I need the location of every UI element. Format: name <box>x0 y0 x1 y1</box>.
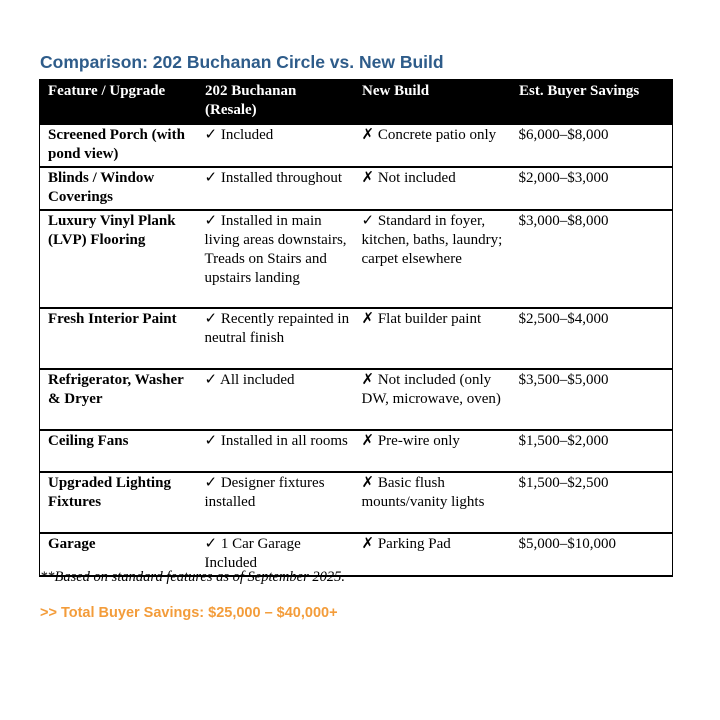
footnote: **Based on standard features as of September 2025. <box>40 569 346 585</box>
table-row <box>40 124 673 167</box>
resale-cell: ✓ Recently repainted in neutral finish <box>197 308 354 369</box>
savings-cell: $3,000–$8,000 <box>511 210 673 308</box>
header-feature: Feature / Upgrade <box>40 80 197 125</box>
new-build-cell: ✗ Flat builder paint <box>354 308 511 369</box>
table-row <box>40 167 673 210</box>
resale-cell: ✓ Installed in all rooms <box>197 430 354 472</box>
savings-cell: $6,000–$8,000 <box>511 124 673 167</box>
feature-cell: Refrigerator, Washer & Dryer <box>40 369 197 430</box>
feature-cell: Fresh Interior Paint <box>40 308 197 369</box>
new-build-cell: ✗ Pre-wire only <box>354 430 511 472</box>
feature-cell: Ceiling Fans <box>40 430 197 472</box>
new-build-cell: ✗ Not included (only DW, microwave, oven) <box>354 369 511 430</box>
resale-cell: ✓ Installed in main living areas downstairs, Treads on Stairs and upstairs landing <box>197 210 354 308</box>
table-row <box>40 430 673 472</box>
feature-cell: Screened Porch (with pond view) <box>40 124 197 167</box>
table-row <box>40 308 673 369</box>
feature-cell: Blinds / Window Coverings <box>40 167 197 210</box>
savings-cell: $2,000–$3,000 <box>511 167 673 210</box>
resale-cell: ✓ All included <box>197 369 354 430</box>
header-resale: 202 Buchanan (Resale) <box>197 80 354 125</box>
table-row <box>40 369 673 430</box>
comparison-table <box>39 79 673 577</box>
header-savings: Est. Buyer Savings <box>511 80 673 125</box>
savings-cell: $3,500–$5,000 <box>511 369 673 430</box>
table-header-row <box>40 80 673 125</box>
savings-cell: $1,500–$2,000 <box>511 430 673 472</box>
new-build-cell: ✗ Basic flush mounts/vanity lights <box>354 472 511 533</box>
new-build-cell: ✗ Concrete patio only <box>354 124 511 167</box>
new-build-cell: ✓ Standard in foyer, kitchen, baths, laundry; carpet elsewhere <box>354 210 511 308</box>
savings-cell: $2,500–$4,000 <box>511 308 673 369</box>
new-build-cell: ✗ Parking Pad <box>354 533 511 576</box>
new-build-cell: ✗ Not included <box>354 167 511 210</box>
feature-cell: Upgraded Lighting Fixtures <box>40 472 197 533</box>
feature-cell: Garage <box>40 533 197 576</box>
resale-cell: ✓ Included <box>197 124 354 167</box>
total-savings: >> Total Buyer Savings: $25,000 – $40,000+ <box>40 605 338 621</box>
page-title: Comparison: 202 Buchanan Circle vs. New Build <box>40 52 444 72</box>
resale-cell: ✓ 1 Car Garage Included <box>197 533 354 576</box>
header-new-build: New Build <box>354 80 511 125</box>
feature-cell: Luxury Vinyl Plank (LVP) Flooring <box>40 210 197 308</box>
savings-cell: $1,500–$2,500 <box>511 472 673 533</box>
table-row <box>40 472 673 533</box>
table-row <box>40 210 673 308</box>
resale-cell: ✓ Installed throughout <box>197 167 354 210</box>
resale-cell: ✓ Designer fixtures installed <box>197 472 354 533</box>
savings-cell: $5,000–$10,000 <box>511 533 673 576</box>
